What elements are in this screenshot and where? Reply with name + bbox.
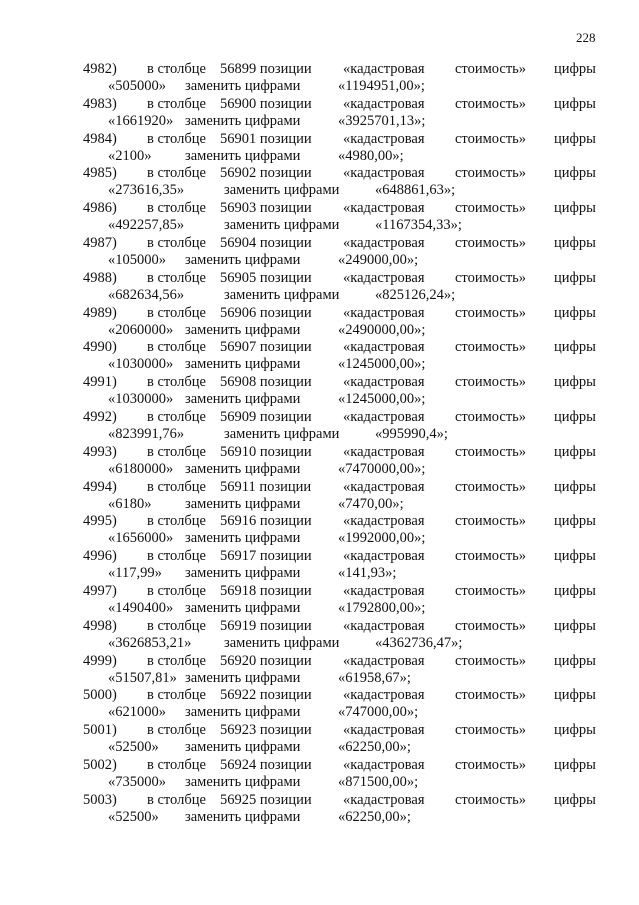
replace-phrase: заменить цифрами: [185, 147, 301, 164]
cadastral-word: «кадастровая: [343, 165, 425, 182]
new-value: «747000,00»;: [338, 704, 419, 721]
column-position: 56909 позиции: [220, 408, 312, 425]
amendment-line-2: [0, 670, 639, 687]
new-value: «648861,63»;: [375, 182, 456, 199]
digits-word: цифры: [554, 687, 596, 704]
replace-phrase: заменить цифрами: [185, 530, 301, 547]
column-word: в столбце: [147, 756, 206, 773]
old-value: «273616,35»: [108, 182, 185, 199]
item-number: 4987): [83, 234, 117, 251]
cadastral-word: «кадастровая: [343, 687, 425, 704]
new-value: «3925701,13»;: [338, 112, 426, 129]
new-value: «995990,4»;: [375, 425, 448, 442]
amendment-line-1: [0, 200, 639, 217]
new-value: «7470,00»;: [338, 495, 404, 512]
column-word: в столбце: [147, 443, 206, 460]
amendment-line-1: [0, 270, 639, 287]
digits-word: цифры: [554, 722, 596, 739]
value-word: стоимость»: [455, 617, 527, 634]
amendment-item: [0, 444, 639, 479]
column-word: в столбце: [147, 95, 206, 112]
old-value: «1030000»: [108, 356, 174, 373]
column-word: в столбце: [147, 478, 206, 495]
item-number: 4992): [83, 408, 117, 425]
item-number: 5003): [83, 791, 117, 808]
amendment-line-1: [0, 131, 639, 148]
amendment-line-2: [0, 426, 639, 443]
replace-phrase: заменить цифрами: [224, 217, 340, 234]
amendment-item: [0, 96, 639, 131]
amendment-line-2: [0, 739, 639, 756]
digits-word: цифры: [554, 61, 596, 77]
old-value: «2060000»: [108, 321, 174, 338]
column-position: 56900 позиции: [220, 95, 312, 112]
value-word: стоимость»: [455, 165, 527, 182]
digits-word: цифры: [554, 617, 596, 634]
item-number: 4994): [83, 478, 117, 495]
value-word: стоимость»: [455, 513, 527, 530]
digits-word: цифры: [554, 513, 596, 530]
amendment-line-2: [0, 217, 639, 234]
replace-phrase: заменить цифрами: [185, 391, 301, 408]
item-number: 5000): [83, 687, 117, 704]
old-value: «621000»: [108, 704, 166, 721]
digits-word: цифры: [554, 234, 596, 251]
column-word: в столбце: [147, 548, 206, 565]
amendment-item: [0, 548, 639, 583]
column-position: 56918 позиции: [220, 582, 312, 599]
cadastral-word: «кадастровая: [343, 652, 425, 669]
cadastral-word: «кадастровая: [343, 200, 425, 217]
replace-phrase: заменить цифрами: [185, 808, 301, 825]
value-word: стоимость»: [455, 443, 527, 460]
cadastral-word: «кадастровая: [343, 791, 425, 808]
digits-word: цифры: [554, 304, 596, 321]
digits-word: цифры: [554, 478, 596, 495]
column-position: 56908 позиции: [220, 374, 312, 391]
column-position: 56916 позиции: [220, 513, 312, 530]
old-value: «51507,81»: [108, 669, 177, 686]
column-word: в столбце: [147, 652, 206, 669]
amendment-line-2: [0, 356, 639, 373]
amendment-line-1: [0, 409, 639, 426]
cadastral-word: «кадастровая: [343, 582, 425, 599]
digits-word: цифры: [554, 791, 596, 808]
replace-phrase: заменить цифрами: [224, 425, 340, 442]
value-word: стоимость»: [455, 478, 527, 495]
column-position: 56905 позиции: [220, 269, 312, 286]
column-word: в столбце: [147, 791, 206, 808]
new-value: «7470000,00»;: [338, 460, 426, 477]
amendment-line-1: [0, 792, 639, 809]
amendment-line-1: [0, 339, 639, 356]
value-word: стоимость»: [455, 756, 527, 773]
replace-phrase: заменить цифрами: [185, 321, 301, 338]
digits-word: цифры: [554, 339, 596, 356]
new-value: «4980,00»;: [338, 147, 404, 164]
item-number: 5002): [83, 756, 117, 773]
amendment-line-1: [0, 305, 639, 322]
column-position: 56911 позиции: [220, 478, 312, 495]
amendment-item: [0, 131, 639, 166]
item-number: 4983): [83, 95, 117, 112]
value-word: стоимость»: [455, 374, 527, 391]
amendment-item: [0, 374, 639, 409]
item-number: 4988): [83, 269, 117, 286]
amendment-line-1: [0, 513, 639, 530]
amendment-line-2: [0, 287, 639, 304]
amendment-line-2: [0, 148, 639, 165]
item-number: 4985): [83, 165, 117, 182]
item-number: 4990): [83, 339, 117, 356]
old-value: «2100»: [108, 147, 152, 164]
column-position: 56925 позиции: [220, 791, 312, 808]
item-number: 4991): [83, 374, 117, 391]
old-value: «1661920»: [108, 112, 174, 129]
item-number: 4999): [83, 652, 117, 669]
column-position: 56903 позиции: [220, 200, 312, 217]
digits-word: цифры: [554, 756, 596, 773]
digits-word: цифры: [554, 408, 596, 425]
new-value: «61958,67»;: [338, 669, 411, 686]
new-value: «1792800,00»;: [338, 599, 426, 616]
amendment-line-2: [0, 565, 639, 582]
cadastral-word: «кадастровая: [343, 61, 425, 77]
item-number: 4986): [83, 200, 117, 217]
column-word: в столбце: [147, 374, 206, 391]
cadastral-word: «кадастровая: [343, 304, 425, 321]
value-word: стоимость»: [455, 269, 527, 286]
amendment-line-1: [0, 444, 639, 461]
replace-phrase: заменить цифрами: [185, 112, 301, 129]
column-word: в столбце: [147, 722, 206, 739]
value-word: стоимость»: [455, 548, 527, 565]
item-number: 4982): [83, 61, 117, 77]
cadastral-word: «кадастровая: [343, 269, 425, 286]
column-word: в столбце: [147, 165, 206, 182]
amendment-item: [0, 513, 639, 548]
digits-word: цифры: [554, 374, 596, 391]
amendment-item: [0, 270, 639, 305]
amendment-line-1: [0, 61, 639, 78]
old-value: «1656000»: [108, 530, 174, 547]
new-value: «4362736,47»;: [375, 634, 463, 651]
new-value: «1245000,00»;: [338, 391, 426, 408]
column-word: в столбце: [147, 61, 206, 77]
column-word: в столбце: [147, 687, 206, 704]
new-value: «1992000,00»;: [338, 530, 426, 547]
old-value: «52500»: [108, 739, 159, 756]
cadastral-word: «кадастровая: [343, 130, 425, 147]
digits-word: цифры: [554, 269, 596, 286]
value-word: стоимость»: [455, 304, 527, 321]
replace-phrase: заменить цифрами: [185, 739, 301, 756]
amendment-line-1: [0, 548, 639, 565]
page-number: 228: [576, 30, 596, 45]
column-position: 56906 позиции: [220, 304, 312, 321]
amendment-item: [0, 61, 639, 96]
new-value: «1194951,00»;: [338, 78, 425, 94]
replace-phrase: заменить цифрами: [185, 460, 301, 477]
item-number: 4984): [83, 130, 117, 147]
value-word: стоимость»: [455, 95, 527, 112]
cadastral-word: «кадастровая: [343, 339, 425, 356]
amendment-item: [0, 618, 639, 653]
item-number: 4996): [83, 548, 117, 565]
replace-phrase: заменить цифрами: [185, 773, 301, 790]
amendment-line-2: [0, 704, 639, 721]
amendment-line-2: [0, 322, 639, 339]
amendment-line-1: [0, 583, 639, 600]
old-value: «6180»: [108, 495, 152, 512]
cadastral-word: «кадастровая: [343, 617, 425, 634]
new-value: «62250,00»;: [338, 739, 411, 756]
replace-phrase: заменить цифрами: [185, 599, 301, 616]
column-position: 56904 позиции: [220, 234, 312, 251]
item-number: 4989): [83, 304, 117, 321]
column-position: 56917 позиции: [220, 548, 312, 565]
digits-word: цифры: [554, 652, 596, 669]
cadastral-word: «кадастровая: [343, 234, 425, 251]
digits-word: цифры: [554, 200, 596, 217]
column-word: в столбце: [147, 269, 206, 286]
amendment-item: [0, 687, 639, 722]
value-word: стоимость»: [455, 130, 527, 147]
amendment-line-2: [0, 496, 639, 513]
amendment-item: [0, 200, 639, 235]
cadastral-word: «кадастровая: [343, 408, 425, 425]
amendment-line-2: [0, 600, 639, 617]
amendment-line-1: [0, 618, 639, 635]
new-value: «2490000,00»;: [338, 321, 426, 338]
replace-phrase: заменить цифрами: [224, 286, 340, 303]
cadastral-word: «кадастровая: [343, 722, 425, 739]
item-number: 4997): [83, 582, 117, 599]
column-word: в столбце: [147, 130, 206, 147]
new-value: «1167354,33»;: [375, 217, 462, 234]
amendment-item: [0, 235, 639, 270]
cadastral-word: «кадастровая: [343, 548, 425, 565]
digits-word: цифры: [554, 165, 596, 182]
amendment-item: [0, 792, 639, 827]
old-value: «105000»: [108, 251, 166, 268]
old-value: «3626853,21»: [108, 634, 192, 651]
column-position: 56924 позиции: [220, 756, 312, 773]
old-value: «735000»: [108, 773, 166, 790]
replace-phrase: заменить цифрами: [185, 251, 301, 268]
value-word: стоимость»: [455, 408, 527, 425]
column-word: в столбце: [147, 339, 206, 356]
amendment-line-2: [0, 252, 639, 269]
value-word: стоимость»: [455, 61, 527, 77]
amendment-line-2: [0, 78, 639, 95]
amendment-list: [0, 61, 639, 827]
cadastral-word: «кадастровая: [343, 95, 425, 112]
replace-phrase: заменить цифрами: [185, 669, 301, 686]
column-position: 56910 позиции: [220, 443, 312, 460]
replace-phrase: заменить цифрами: [224, 182, 340, 199]
cadastral-word: «кадастровая: [343, 374, 425, 391]
amendment-item: [0, 339, 639, 374]
column-position: 56901 позиции: [220, 130, 312, 147]
digits-word: цифры: [554, 443, 596, 460]
amendment-item: [0, 583, 639, 618]
amendment-line-1: [0, 757, 639, 774]
amendment-line-2: [0, 530, 639, 547]
new-value: «871500,00»;: [338, 773, 419, 790]
amendment-item: [0, 722, 639, 757]
column-word: в столбце: [147, 200, 206, 217]
amendment-line-1: [0, 479, 639, 496]
old-value: «505000»: [108, 78, 166, 94]
replace-phrase: заменить цифрами: [185, 495, 301, 512]
column-word: в столбце: [147, 304, 206, 321]
value-word: стоимость»: [455, 652, 527, 669]
item-number: 5001): [83, 722, 117, 739]
amendment-item: [0, 757, 639, 792]
digits-word: цифры: [554, 95, 596, 112]
amendment-line-2: [0, 182, 639, 199]
replace-phrase: заменить цифрами: [224, 634, 340, 651]
amendment-line-2: [0, 635, 639, 652]
cadastral-word: «кадастровая: [343, 513, 425, 530]
item-number: 4995): [83, 513, 117, 530]
new-value: «1245000,00»;: [338, 356, 426, 373]
column-position: 56919 позиции: [220, 617, 312, 634]
replace-phrase: заменить цифрами: [185, 78, 301, 94]
value-word: стоимость»: [455, 200, 527, 217]
column-position: 56920 позиции: [220, 652, 312, 669]
column-position: 56922 позиции: [220, 687, 312, 704]
amendment-item: [0, 305, 639, 340]
column-position: 56923 позиции: [220, 722, 312, 739]
amendment-line-1: [0, 96, 639, 113]
cadastral-word: «кадастровая: [343, 478, 425, 495]
amendment-line-1: [0, 722, 639, 739]
column-word: в столбце: [147, 617, 206, 634]
amendment-item: [0, 479, 639, 514]
amendment-line-2: [0, 113, 639, 130]
replace-phrase: заменить цифрами: [185, 356, 301, 373]
replace-phrase: заменить цифрами: [185, 704, 301, 721]
column-position: 56907 позиции: [220, 339, 312, 356]
column-word: в столбце: [147, 582, 206, 599]
old-value: «682634,56»: [108, 286, 185, 303]
item-number: 4998): [83, 617, 117, 634]
new-value: «141,93»;: [338, 565, 397, 582]
new-value: «62250,00»;: [338, 808, 411, 825]
amendment-line-2: [0, 461, 639, 478]
value-word: стоимость»: [455, 687, 527, 704]
cadastral-word: «кадастровая: [343, 443, 425, 460]
replace-phrase: заменить цифрами: [185, 565, 301, 582]
value-word: стоимость»: [455, 791, 527, 808]
amendment-line-1: [0, 687, 639, 704]
old-value: «1030000»: [108, 391, 174, 408]
amendment-line-2: [0, 809, 639, 826]
old-value: «1490400»: [108, 599, 174, 616]
amendment-line-1: [0, 165, 639, 182]
old-value: «52500»: [108, 808, 159, 825]
column-position: 56899 позиции: [220, 61, 312, 77]
new-value: «249000,00»;: [338, 251, 419, 268]
digits-word: цифры: [554, 130, 596, 147]
old-value: «117,99»: [108, 565, 162, 582]
old-value: «823991,76»: [108, 425, 185, 442]
column-word: в столбце: [147, 513, 206, 530]
value-word: стоимость»: [455, 722, 527, 739]
value-word: стоимость»: [455, 339, 527, 356]
column-word: в столбце: [147, 408, 206, 425]
amendment-item: [0, 409, 639, 444]
value-word: стоимость»: [455, 234, 527, 251]
amendment-line-2: [0, 391, 639, 408]
old-value: «6180000»: [108, 460, 174, 477]
amendment-item: [0, 165, 639, 200]
amendment-line-2: [0, 774, 639, 791]
column-word: в столбце: [147, 234, 206, 251]
amendment-line-1: [0, 235, 639, 252]
amendment-item: [0, 653, 639, 688]
item-number: 4993): [83, 443, 117, 460]
digits-word: цифры: [554, 548, 596, 565]
amendment-line-1: [0, 374, 639, 391]
cadastral-word: «кадастровая: [343, 756, 425, 773]
old-value: «492257,85»: [108, 217, 185, 234]
digits-word: цифры: [554, 582, 596, 599]
column-position: 56902 позиции: [220, 165, 312, 182]
new-value: «825126,24»;: [375, 286, 456, 303]
value-word: стоимость»: [455, 582, 527, 599]
amendment-line-1: [0, 653, 639, 670]
